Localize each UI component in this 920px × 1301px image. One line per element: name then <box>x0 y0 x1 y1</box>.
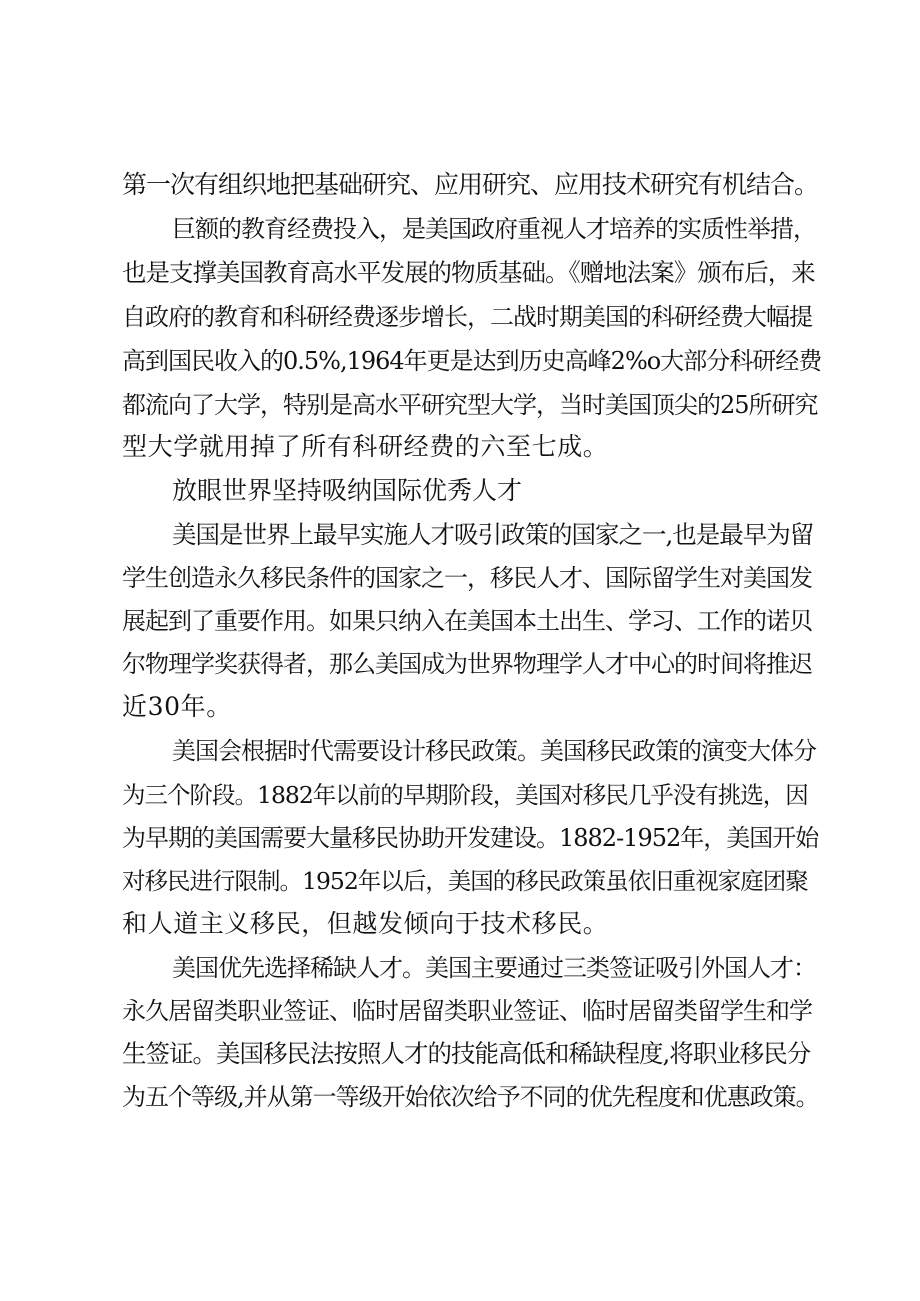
paragraph-line: 第一次有组织地把基础研究、应用研究、应用技术研究有机结合。 <box>122 170 819 199</box>
paragraph-line: 近30年。 <box>122 692 232 721</box>
paragraph-line: 为早期的美国需要大量移民协助开发建设。1882-1952年，美国开始 <box>122 824 819 852</box>
paragraph-line: 永久居留类职业签证、临时居留类职业签证、临时居留类留学生和学 <box>122 997 812 1025</box>
paragraph-line: 高到国民收入的0.5%,1964年更是达到历史高峰2%o大部分科研经费 <box>122 347 822 375</box>
paragraph-line: 为三个阶段。1882年以前的早期阶段，美国对移民几乎没有挑选，因 <box>122 781 808 809</box>
paragraph-line: 美国优先选择稀缺人才。美国主要通过三类签证吸引外国人才： <box>172 954 816 982</box>
paragraph-line: 对移民进行限制。1952年以后，美国的移民政策虽依旧重视家庭团聚 <box>122 867 808 895</box>
paragraph-line: 生签证。美国移民法按照人才的技能高低和稀缺程度,将职业移民分 <box>122 1039 811 1068</box>
section-heading: 放眼世界坚持吸纳国际优秀人才 <box>172 476 523 505</box>
paragraph-line: 都流向了大学，特别是高水平研究型大学，当时美国顶尖的25所研究 <box>122 391 818 419</box>
paragraph-line: 和人道主义移民，但越发倾向于技术移民。 <box>122 909 609 938</box>
paragraph-line: 展起到了重要作用。如果只纳入在美国本土出生、学习、工作的诺贝 <box>122 607 812 635</box>
paragraph-line: 自政府的教育和科研经费逐步增长，二战时期美国的科研经费大幅提 <box>122 303 812 331</box>
paragraph-line: 美国会根据时代需要设计移民政策。美国移民政策的演变大体分 <box>172 737 816 765</box>
paragraph-line: 为五个等级,并从第一等级开始依次给予不同的优先程度和优惠政策。 <box>122 1083 819 1111</box>
paragraph-line: 美国是世界上最早实施人才吸引政策的国家之一,也是最早为留 <box>172 520 814 549</box>
paragraph-line: 学生创造永久移民条件的国家之一，移民人才、国际留学生对美国发 <box>122 564 812 592</box>
paragraph-line: 也是支撑美国教育高水平发展的物质基础。《赠地法案》颁布后，来 <box>122 258 815 287</box>
paragraph-line: 尔物理学奖获得者，那么美国成为世界物理学人才中心的时间将推迟 <box>122 650 812 678</box>
paragraph-line: 巨额的教育经费投入，是美国政府重视人才培养的实质性举措， <box>172 215 816 243</box>
paragraph-line: 型大学就用掉了所有科研经费的六至七成。 <box>122 432 609 461</box>
